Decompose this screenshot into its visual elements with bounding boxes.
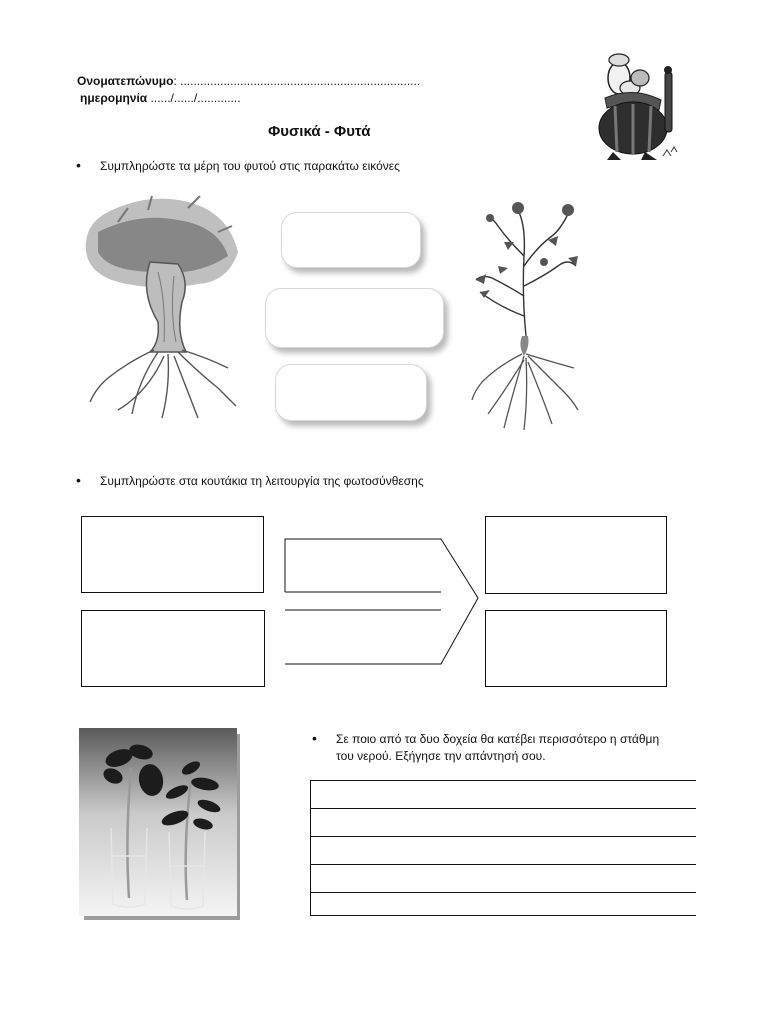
page-title: Φυσικά - Φυτά <box>268 123 371 140</box>
answer-lines[interactable] <box>310 780 696 916</box>
answer-line[interactable] <box>311 864 696 892</box>
date-fill: ....../....../............. <box>147 91 241 105</box>
plants-in-water-glasses-icon <box>79 728 237 916</box>
answer-line[interactable] <box>311 836 696 864</box>
plant-parts-instruction: Συμπληρώστε τα μέρη του φυτού στις παρακάτω εικόνες <box>100 159 400 173</box>
photosynthesis-input-box-1[interactable] <box>81 516 264 593</box>
bullet: • <box>76 472 81 488</box>
answer-line[interactable] <box>311 780 696 808</box>
answer-line[interactable] <box>311 892 696 916</box>
plant-part-label-box-2[interactable] <box>265 288 444 348</box>
answer-line[interactable] <box>311 808 696 836</box>
process-arrow <box>284 538 484 668</box>
water-question-line-2: του νερού. Εξήγησε την απάντησή σου. <box>336 749 546 763</box>
plant-part-label-box-3[interactable] <box>275 364 427 421</box>
photosynthesis-output-box-2[interactable] <box>485 610 667 687</box>
plant-part-label-box-1[interactable] <box>281 212 421 268</box>
name-label: Ονοματεπώνυμο <box>77 74 174 88</box>
photosynthesis-output-box-1[interactable] <box>485 516 667 594</box>
water-question-line-1: Σε ποιο από τα δυο δοχεία θα κατέβει περισσότερο η στάθμη <box>336 732 660 746</box>
photosynthesis-input-box-2[interactable] <box>81 610 265 687</box>
tree-with-roots-icon <box>78 192 244 420</box>
date-label: ημερομηνία <box>80 91 148 105</box>
bullet: • <box>76 157 81 173</box>
bullet: • <box>312 730 317 746</box>
date-line <box>80 91 241 106</box>
cartoon-character-icon <box>585 48 685 166</box>
flowering-plant-with-roots-icon <box>468 196 584 432</box>
name-fill: : ........................................................................ <box>173 74 421 88</box>
name-line <box>77 74 420 89</box>
photosynthesis-instruction: Συμπληρώστε στα κουτάκια τη λειτουργία της φωτοσύνθεσης <box>100 474 424 488</box>
